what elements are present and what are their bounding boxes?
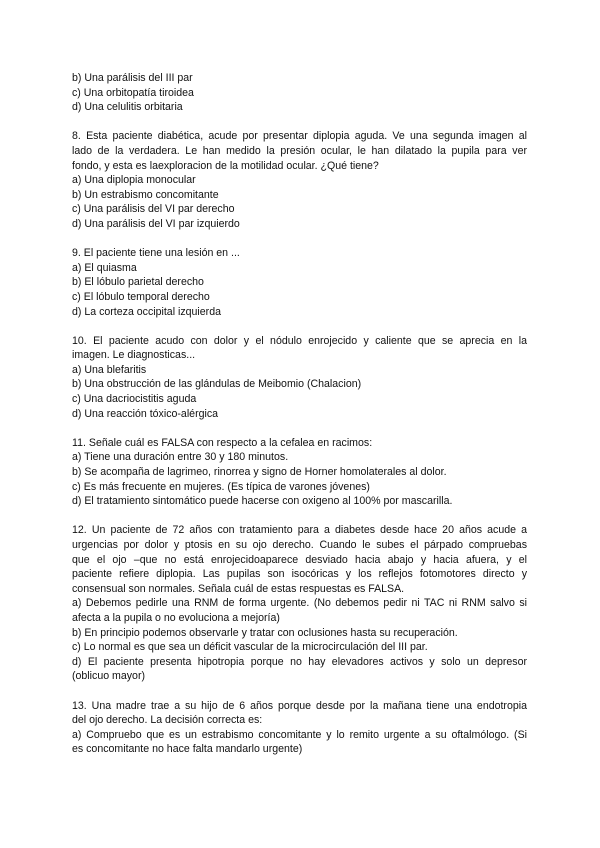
page-content — [72, 71, 527, 757]
option-line: c) El lóbulo temporal derecho — [72, 290, 210, 303]
question-stem-line: que el ojo –que no está enrojecidoaparece desviado hacia abajo y hacia afuera, y el — [72, 553, 527, 566]
question-8 — [72, 129, 527, 231]
option-line: c) Una parálisis del VI par derecho — [72, 203, 235, 216]
option-line: b) En principio podemos observarle y tratar con oclusiones hasta su recuperación. — [72, 626, 458, 639]
option-line: (oblicuo mayor) — [72, 670, 146, 683]
option-line: a) Una diplopia monocular — [72, 174, 196, 187]
option-line: b) Una obstrucción de las glándulas de Meibomio (Chalacion) — [72, 378, 362, 391]
option-line: b) Una parálisis del III par — [72, 72, 193, 84]
option-line: d) Una parálisis del VI par izquierdo — [72, 217, 240, 230]
question-9 — [72, 246, 527, 319]
question-stem-line: del ojo derecho. La decisión correcta es: — [72, 714, 263, 727]
option-line: c) Una dacriocistitis aguda — [72, 393, 197, 406]
option-line: a) Una blefaritis — [72, 363, 147, 376]
question-11 — [72, 436, 527, 509]
question-stem-line: consensual son normales. Señala cuál de estas respuestas es FALSA. — [72, 582, 405, 595]
option-line: a) El quiasma — [72, 261, 137, 274]
option-line: es concomitante no hace falta mandarlo urgente) — [72, 743, 303, 756]
option-line: d) Una celulitis orbitaria — [72, 101, 183, 114]
option-line: c) Es más frecuente en mujeres. (Es típica de varones jóvenes) — [72, 480, 370, 493]
question-stem-line: 8. Esta paciente diabética, acude por presentar diplopia aguda. Ve una segunda imagen al — [72, 130, 527, 143]
question-stem-line: 10. El paciente acudo con dolor y el nódulo enrojecido y caliente que se aprecia en la — [72, 334, 527, 347]
option-line: d) El paciente presenta hipotropia porque no hay elevadores activos y solo un depresor — [72, 655, 527, 668]
question-stem-line: lado de la verdadera. Le han medido la presión ocular, le han dilatado la pupila para ver — [72, 144, 527, 157]
question-stem-line: 9. El paciente tiene una lesión en ... — [72, 247, 240, 260]
question-stem-line: urgencias por dolor y ptosis en su ojo derecho. Cuando le subes el párpado compruebas — [72, 539, 527, 551]
question-10 — [72, 334, 527, 422]
option-line: a) Debemos pedirle una RNM de forma urgente. (No debemos pedir ni TAC ni RNM salvo si — [72, 597, 527, 610]
option-line: c) Lo normal es que sea un déficit vascular de la microcirculación del III par. — [72, 641, 428, 654]
option-line: a) Compruebo que es un estrabismo concomitante y lo remito urgente a su oftalmólogo. (Si — [72, 728, 527, 741]
question-stem-line: 11. Señale cuál es FALSA con respecto a la cefalea en racimos: — [72, 436, 373, 449]
question-stem-line: paciente refiere diplopia. Las pupilas son isocóricas y los reflejos fotomotores directo y — [72, 568, 527, 581]
question-stem-line: fondo, y esta es laexploracion de la motilidad ocular. ¿Qué tiene? — [72, 159, 379, 172]
question-7-options — [72, 71, 527, 115]
option-line: d) El tratamiento sintomático puede hacerse con oxigeno al 100% por mascarilla. — [72, 495, 453, 508]
option-line: d) La corteza occipital izquierda — [72, 305, 221, 318]
question-stem-line: imagen. Le diagnosticas... — [72, 349, 196, 362]
option-line: c) Una orbitopatía tiroidea — [72, 86, 194, 99]
option-line: b) Un estrabismo concomitante — [72, 188, 219, 201]
question-stem-line: 12. Un paciente de 72 años con tratamiento para a diabetes desde hace 20 años acude a — [72, 524, 527, 537]
option-line: b) El lóbulo parietal derecho — [72, 276, 204, 289]
question-13 — [72, 699, 527, 757]
option-line: b) Se acompaña de lagrimeo, rinorrea y signo de Horner homolaterales al dolor. — [72, 466, 447, 479]
option-line: afecta a la pupila o no evoluciona a mejoría) — [72, 611, 280, 624]
option-line: a) Tiene una duración entre 30 y 180 minutos. — [72, 451, 289, 464]
question-stem-line: 13. Una madre trae a su hijo de 6 años porque desde por la mañana tiene una endotropia — [72, 699, 527, 712]
option-line: d) Una reacción tóxico-alérgica — [72, 407, 219, 420]
question-12 — [72, 523, 527, 684]
